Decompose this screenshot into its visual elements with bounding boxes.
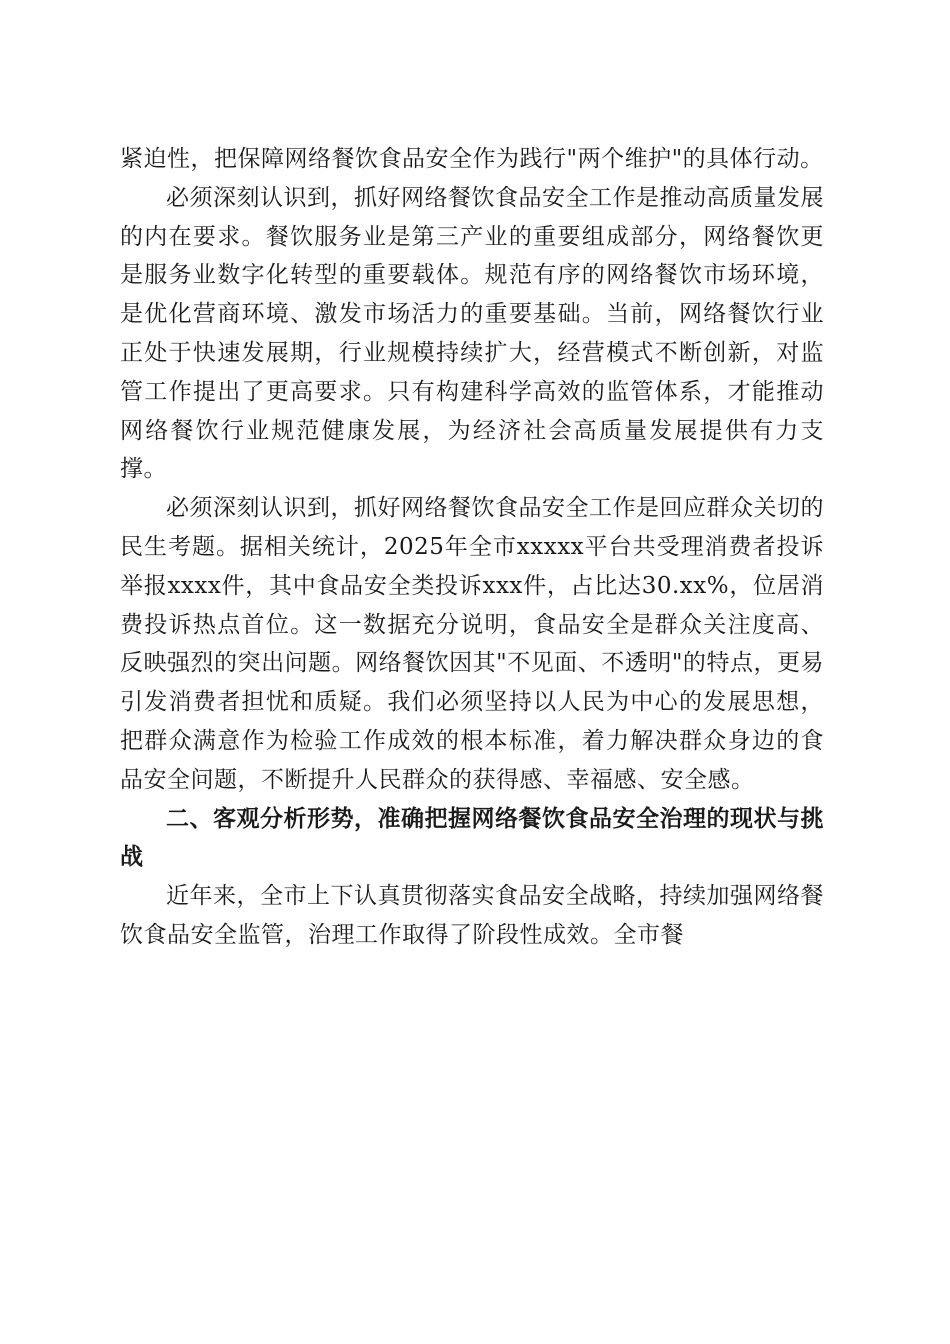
paragraph-public-concern: 必须深刻认识到，抓好网络餐饮食品安全工作是回应群众关切的民生考题。据相关统计，2025年全市xxxxx平台共受理消费者投诉举报xxxx件，其中食品安全类投诉xxx件，占比达30.xx%，位居消费投诉热点首位。这一数据充分说明，食品安全是群众关注度高、反映强烈的突出问题。网络餐饮因其"不见面、不透明"的特点，更易引发消费者担忧和质疑。我们必须坚持以人民为中心的发展思想，把群众满意作为检验工作成效的根本标准，着力解决群众身边的食品安全问题，不断提升人民群众的获得感、幸福感、安全感。: [120, 495, 824, 793]
paragraph-continuation: 紧迫性，把保障网络餐饮食品安全作为践行"两个维护"的具体行动。: [120, 146, 824, 172]
paragraph-recent-years: 近年来，全市上下认真贯彻落实食品安全战略，持续加强网络餐饮食品安全监管，治理工作取得了阶段性成效。全市餐: [120, 883, 824, 948]
section-heading-2: 二、客观分析形势，准确把握网络餐饮食品安全治理的现状与挑战: [120, 805, 824, 871]
document-page: [120, 140, 824, 955]
paragraph-high-quality-development: 必须深刻认识到，抓好网络餐饮食品安全工作是推动高质量发展的内在要求。餐饮服务业是第三产业的重要组成部分，网络餐饮更是服务业数字化转型的重要载体。规范有序的网络餐饮市场环境，是优化营商环境、激发市场活力的重要基础。当前，网络餐饮行业正处于快速发展期，行业规模持续扩大，经营模式不断创新，对监管工作提出了更高要求。只有构建科学高效的监管体系，才能推动网络餐饮行业规范健康发展，为经济社会高质量发展提供有力支撑。: [120, 184, 824, 483]
